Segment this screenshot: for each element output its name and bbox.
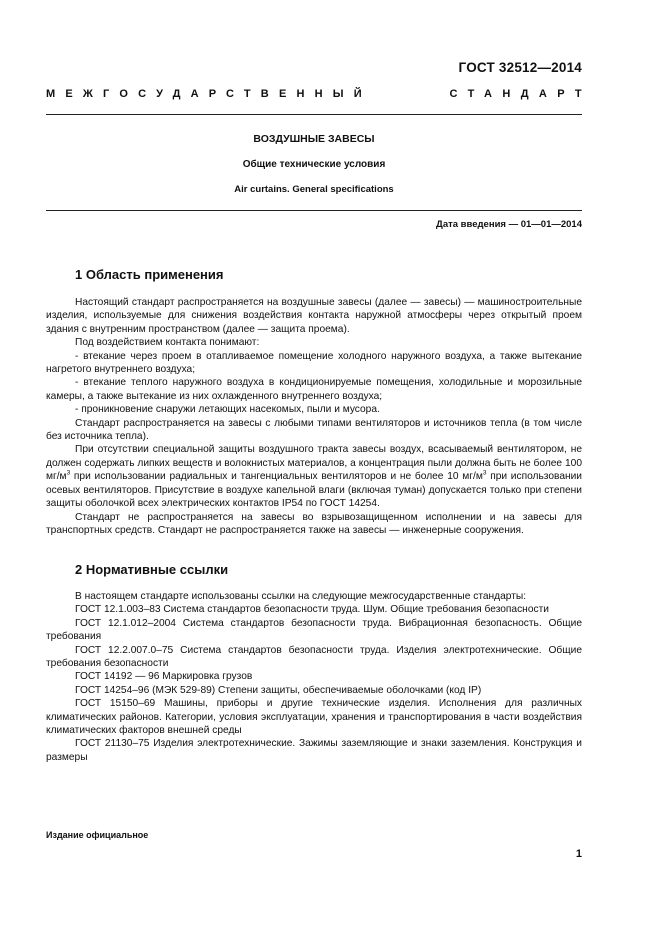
superscript: 3 — [66, 469, 71, 477]
paragraph: - втекание через проем в отапливаемое помещение холодного наружного воздуха, а также вытекание нагретого внутреннего воздуха; — [46, 350, 582, 376]
section-1-heading: 1 Область применения — [75, 267, 224, 282]
gost-number: ГОСТ 32512—2014 — [458, 60, 582, 75]
introduction-date: Дата введения — 01—01—2014 — [436, 219, 582, 230]
paragraph: Под воздействием контакта понимают: — [75, 337, 260, 349]
paragraph: В настоящем стандарте использованы ссылки на следующие межгосударственные стандарты: — [75, 591, 527, 602]
section-1-body — [46, 296, 582, 537]
reference-item: ГОСТ 14192 — 96 Маркировка грузов — [75, 671, 253, 683]
section-2-body — [46, 590, 582, 764]
reference-item: ГОСТ 21130–75 Изделия электротехнические. Зажимы заземляющие и знаки заземления. Конструкция и размеры — [46, 738, 582, 763]
document-subtitle: Общие технические условия — [242, 159, 386, 170]
paragraph: - втекание теплого наружного воздуха в кондиционируемые помещения, холодильные и морозильные камеры, а также вытекание из них охлажденного внутреннего воздуха; — [46, 377, 582, 402]
reference-item: ГОСТ 15150–69 Машины, приборы и другие технические изделия. Исполнения для различных климатических районов. Категории, условия эксплуатации, хранения и транспортирования в части воздействия климатических факторов внешней среды — [46, 698, 582, 737]
reference-item: ГОСТ 12.1.012–2004 Система стандартов безопасности труда. Вибрационная безопасность. Общие требования — [46, 617, 582, 643]
section-2-heading: 2 Нормативные ссылки — [75, 562, 229, 577]
standard-banner — [46, 88, 592, 100]
reference-item: ГОСТ 12.1.003–83 Система стандартов безопасности труда. Шум. Общие требования безопасности — [75, 604, 549, 616]
reference-item: ГОСТ 14254–96 (МЭК 529-89) Степени защиты, обеспечиваемые оболочками (код IP) — [75, 684, 482, 696]
paragraph-dust-concentration — [46, 443, 582, 510]
text-run: при использовании радиальных и тангенциальных вентиляторов и не более 10 мг/м — [70, 471, 483, 483]
document-title-english: Air curtains. General specifications — [234, 184, 394, 195]
official-edition-note: Издание официальное — [46, 830, 149, 840]
text-run: При отсутствии специальной защиты воздушного тракта завесы воздух, всасываемый вентилятором, не должен содержать липких веществ и волокнистых материалов, а концентрация пыли должна быть не более 100 мг/м — [46, 444, 582, 483]
document-title: ВОЗДУШНЫЕ ЗАВЕСЫ — [253, 133, 375, 145]
top-divider — [46, 114, 582, 115]
banner-standard: СТАНДАРТ — [449, 88, 592, 100]
title-divider — [46, 210, 582, 211]
paragraph: Стандарт распространяется на завесы с любыми типами вентиляторов и источников тепла (в том числе без источника тепла). — [46, 417, 582, 443]
paragraph: - проникновение снаружи летающих насекомых, пыли и мусора. — [75, 404, 380, 416]
text-run: при использовании осевых вентиляторов. Присутствие в воздухе капельной влаги (включая туман) допускается только при степени защиты оболочкой всех электрических контактов IP54 по ГОСТ 14254. — [46, 471, 582, 510]
page-number: 1 — [575, 848, 582, 860]
banner-interstate: МЕЖГОСУДАРСТВЕННЫЙ — [46, 88, 372, 100]
reference-item: ГОСТ 12.2.007.0–75 Система стандартов безопасности труда. Изделия электротехнические. Общие требования безопасности — [46, 644, 582, 670]
paragraph: Настоящий стандарт распространяется на воздушные завесы (далее — завесы) — машиностроительные изделия, используемые для снижения воздействия контакта наружной атмосферы через открытый проем здания с внутренним пространством (далее — защита проема). — [46, 297, 582, 335]
paragraph: Стандарт не распространяется на завесы во взрывозащищенном исполнении и на завесы для транспортных средств. Стандарт не распространяется также на завесы — инженерные сооружения. — [46, 511, 582, 536]
superscript: 3 — [482, 469, 487, 477]
